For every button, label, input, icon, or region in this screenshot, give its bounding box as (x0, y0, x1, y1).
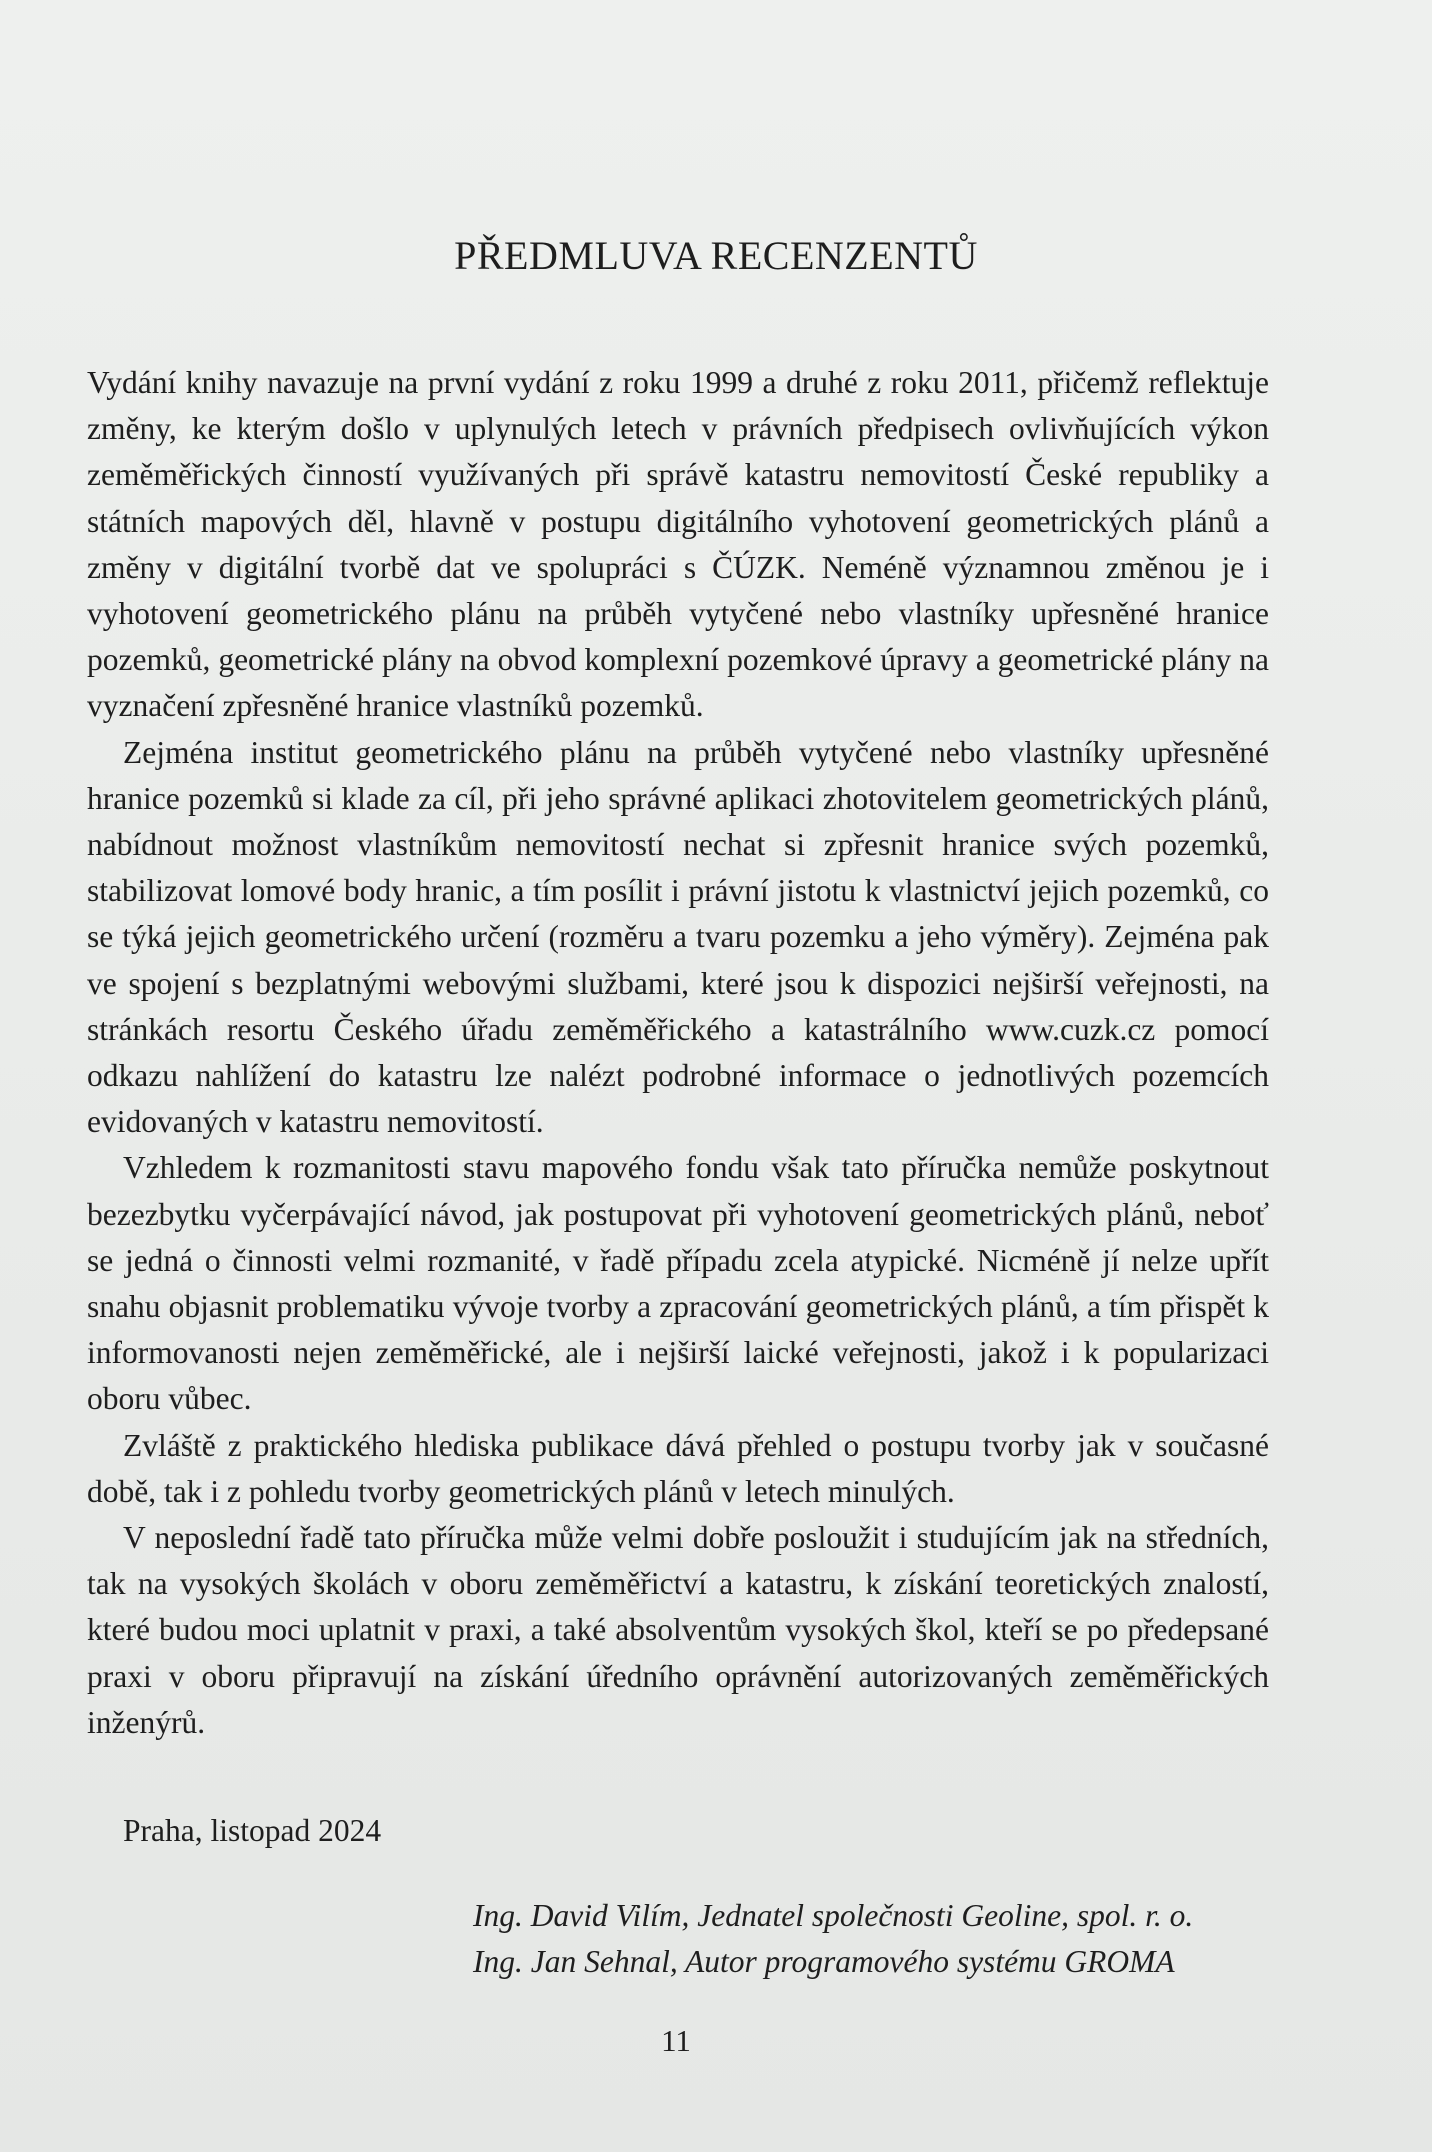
signatures (473, 1893, 1193, 1985)
body-text (87, 360, 1269, 1746)
paragraph-3: Vzhledem k rozmanitosti stavu mapového fondu však tato příručka nemůže poskytnout bezezbytku vyčerpávající návod, jak postupovat při vyhotovení geometrických plánů, neboť se jedná o činnosti velmi rozmanité, v řadě případu zcela atypické. Nicméně jí nelze upřít snahu objasnit problematiku vývoje tvorby a zpracování geometrických plánů, a tím přispět k informovanosti nejen zeměměřické, ale i nejširší laické veřejnosti, jakož i k popularizaci oboru vůbec. (87, 1150, 1269, 1417)
page-title: PŘEDMLUVA RECENZENTŮ (454, 233, 978, 278)
signature-line-2: Ing. Jan Sehnal, Autor programového systému GROMA (473, 1944, 1175, 1979)
page-number: 11 (661, 2023, 691, 2058)
paragraph-4: Zvláště z praktického hlediska publikace dává přehled o postupu tvorby jak v současné době, tak i z pohledu tvorby geometrických plánů v letech minulých. (87, 1427, 1269, 1509)
place-date: Praha, listopad 2024 (123, 1813, 382, 1848)
paragraph-5: V neposlední řadě tato příručka může velmi dobře posloužit i studujícím jak na středních, tak na vysokých školách v oboru zeměměřictví a katastru, k získání teoretických znalostí, které budou moci uplatnit v praxi, a také absolventům vysokých škol, kteří se po předepsané praxi v oboru připravují na získání úředního oprávnění autorizovaných zeměměřických inženýrů. (87, 1520, 1269, 1740)
signature-line-1: Ing. David Vilím, Jednatel společnosti Geoline, spol. r. o. (473, 1898, 1194, 1933)
paragraph-1: Vydání knihy navazuje na první vydání z roku 1999 a druhé z roku 2011, přičemž reflektuje změny, ke kterým došlo v uplynulých letech v právních předpisech ovlivňujících výkon zeměměřických činností využívaných při správě katastru nemovitostí České republiky a státních mapových děl, hlavně v postupu digitálního vyhotovení geometrických plánů a změny v digitální tvorbě dat ve spolupráci s ČÚZK. Neméně významnou změnou je i vyhotovení geometrického plánu na průběh vytyčené nebo vlastníky upřesněné hranice pozemků, geometrické plány na obvod komplexní pozemkové úpravy a geometrické plány na vyznačení zpřesněné hranice vlastníků pozemků. (87, 365, 1269, 724)
paragraph-2: Zejména institut geometrického plánu na průběh vytyčené nebo vlastníky upřesněné hranice pozemků si klade za cíl, při jeho správné aplikaci zhotovitelem geometrických plánů, nabídnout možnost vlastníkům nemovitostí nechat si zpřesnit hranice svých pozemků, stabilizovat lomové body hranic, a tím posílit i právní jistotu k vlastnictví jejich pozemků, co se týká jejich geometrického určení (rozměru a tvaru pozemku a jeho výměry). Zejména pak ve spojení s bezplatnými webovými službami, které jsou k dispozici nejširší veřejnosti, na stránkách resortu Českého úřadu zeměměřického a katastrálního www.cuzk.cz pomocí odkazu nahlížení do katastru lze nalézt podrobné informace o jednotlivých pozemcích evidovaných v katastru nemovitostí. (87, 734, 1269, 1140)
